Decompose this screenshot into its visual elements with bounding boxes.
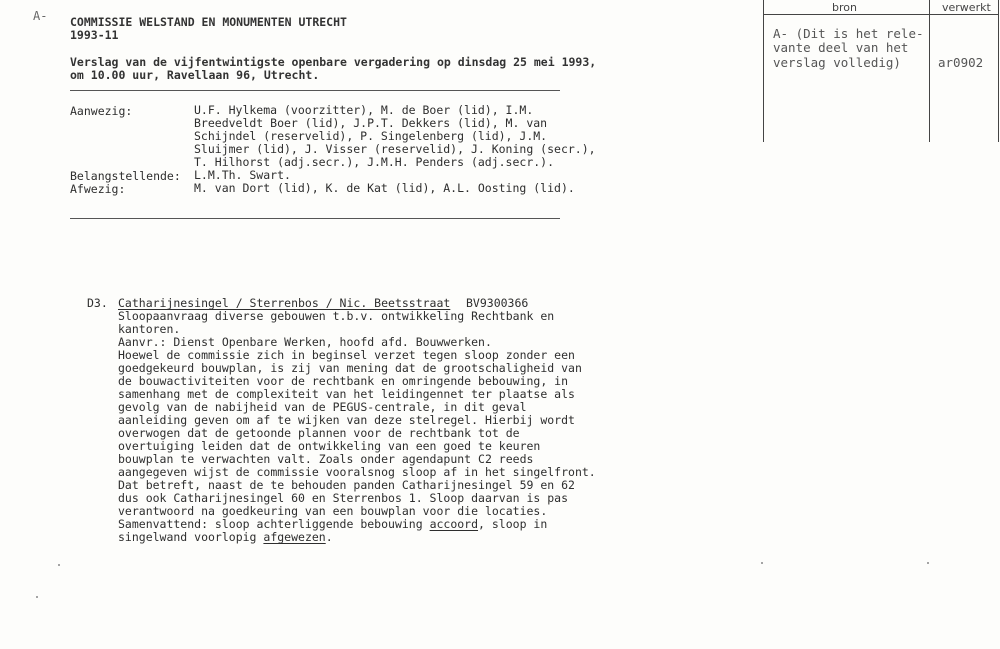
item-line: de bouwactiviteiten voor de rechtbank en omringende bebouwing, in — [118, 374, 569, 388]
summary-prefix: Samenvattend: sloop achterliggende bebouwing — [118, 517, 430, 531]
item-line: overtuiging leiden dat de ontwikkeling van een goed te keuren — [118, 439, 541, 453]
absent-label: Afwezig: — [70, 182, 126, 196]
item-line: Aanvr.: Dienst Openbare Werken, hoofd afd. Bouwwerken. — [118, 335, 492, 349]
side-table-header-rule — [763, 14, 999, 15]
present-line: T. Hilhorst (adj.secr.), J.M.H. Penders (adj.secr.). — [194, 155, 555, 169]
present-line: Schijndel (reservelid), P. Singelenberg (lid), J.M. — [194, 129, 548, 143]
summary-line-1 — [118, 518, 547, 531]
item-line: kantoren. — [118, 322, 181, 336]
stakeholder-label: Belangstellende: — [70, 169, 181, 183]
item-line: Hoewel de commissie zich in beginsel verzet tegen sloop zonder een — [118, 348, 575, 362]
item-line: samenhang met de complexiteit van het leidingennet ter plaatse als — [118, 387, 575, 401]
scan-speck — [761, 562, 763, 564]
item-title: Catharijnesingel / Sterrenbos / Nic. Beetsstraat — [118, 296, 451, 310]
item-line: dus ook Catharijnesingel 60 en Sterrenbos 1. Sloop daarvan is pas — [118, 491, 569, 505]
scan-speck — [927, 562, 929, 564]
side-note-line: verslag volledig) — [773, 55, 901, 70]
stakeholder-value: L.M.Th. Swart. — [194, 168, 291, 182]
item-code: D3. — [87, 296, 108, 310]
present-line: Breedveldt Boer (lid), J.P.T. Dekkers (lid), M. van — [194, 116, 548, 130]
side-table-left-border — [763, 0, 764, 142]
scan-speck — [36, 596, 38, 598]
present-label: Aanwezig: — [70, 104, 133, 118]
side-code: ar0902 — [938, 55, 984, 70]
report-title-line-2: om 10.00 uur, Ravellaan 96, Utrecht. — [70, 68, 320, 82]
item-reference: BV9300366 — [466, 296, 529, 310]
item-line: verantwoord na goedkeuring van een bouwplan voor die locaties. — [118, 504, 548, 518]
summary-line-2 — [118, 531, 333, 544]
present-line: U.F. Hylkema (voorzitter), M. de Boer (lid), I.M. — [194, 103, 534, 117]
item-line: bouwplan te verwachten valt. Zoals onder agendapunt C2 reeds — [118, 452, 534, 466]
item-line: aangegeven wijst de commissie vooralsnog sloop af in het singelfront. — [118, 465, 596, 479]
attendance-rule — [70, 218, 560, 219]
side-header-bron: bron — [832, 1, 857, 14]
side-table-divider — [929, 0, 930, 142]
org-name: COMMISSIE WELSTAND EN MONUMENTEN UTRECHT — [70, 15, 347, 29]
item-line: goedgekeurd bouwplan, is zij van mening dat de grootschaligheid van — [118, 361, 582, 375]
side-header-verwerkt: verwerkt — [942, 1, 991, 14]
item-line: aanleiding geven om af te wijken van deze stelregel. Hierbij wordt — [118, 413, 575, 427]
decision-accoord: accoord — [429, 517, 479, 531]
side-note-line: vante deel van het — [773, 40, 909, 55]
side-table-right-border — [998, 0, 999, 142]
item-line: overwogen dat de getoonde plannen voor de rechtbank tot de — [118, 426, 520, 440]
item-line: Sloopaanvraag diverse gebouwen t.b.v. ontwikkeling Rechtbank en — [118, 309, 555, 323]
report-number: 1993-11 — [70, 28, 119, 42]
item-line: Dat betreft, naast de te behouden panden Catharijnesingel 59 en 62 — [118, 478, 575, 492]
scan-speck — [58, 564, 60, 566]
summary-end: . — [325, 530, 333, 544]
corner-mark: A- — [33, 9, 48, 23]
decision-afgewezen: afgewezen — [263, 530, 326, 544]
side-note-line: A- (Dit is het rele- — [773, 26, 924, 41]
summary-middle: , sloop in — [478, 517, 548, 531]
report-title-line-1: Verslag van de vijfentwintigste openbare vergadering op dinsdag 25 mei 1993, — [70, 55, 597, 69]
summary-line-2-prefix: singelwand voorlopig — [118, 530, 264, 544]
absent-value: M. van Dort (lid), K. de Kat (lid), A.L. Oosting (lid). — [194, 181, 575, 195]
present-line: Sluijmer (lid), J. Visser (reservelid), J. Koning (secr.), — [194, 142, 596, 156]
header-rule — [70, 90, 560, 91]
item-line: gevolg van de nabijheid van de PEGUS-centrale, in dit geval — [118, 400, 527, 414]
